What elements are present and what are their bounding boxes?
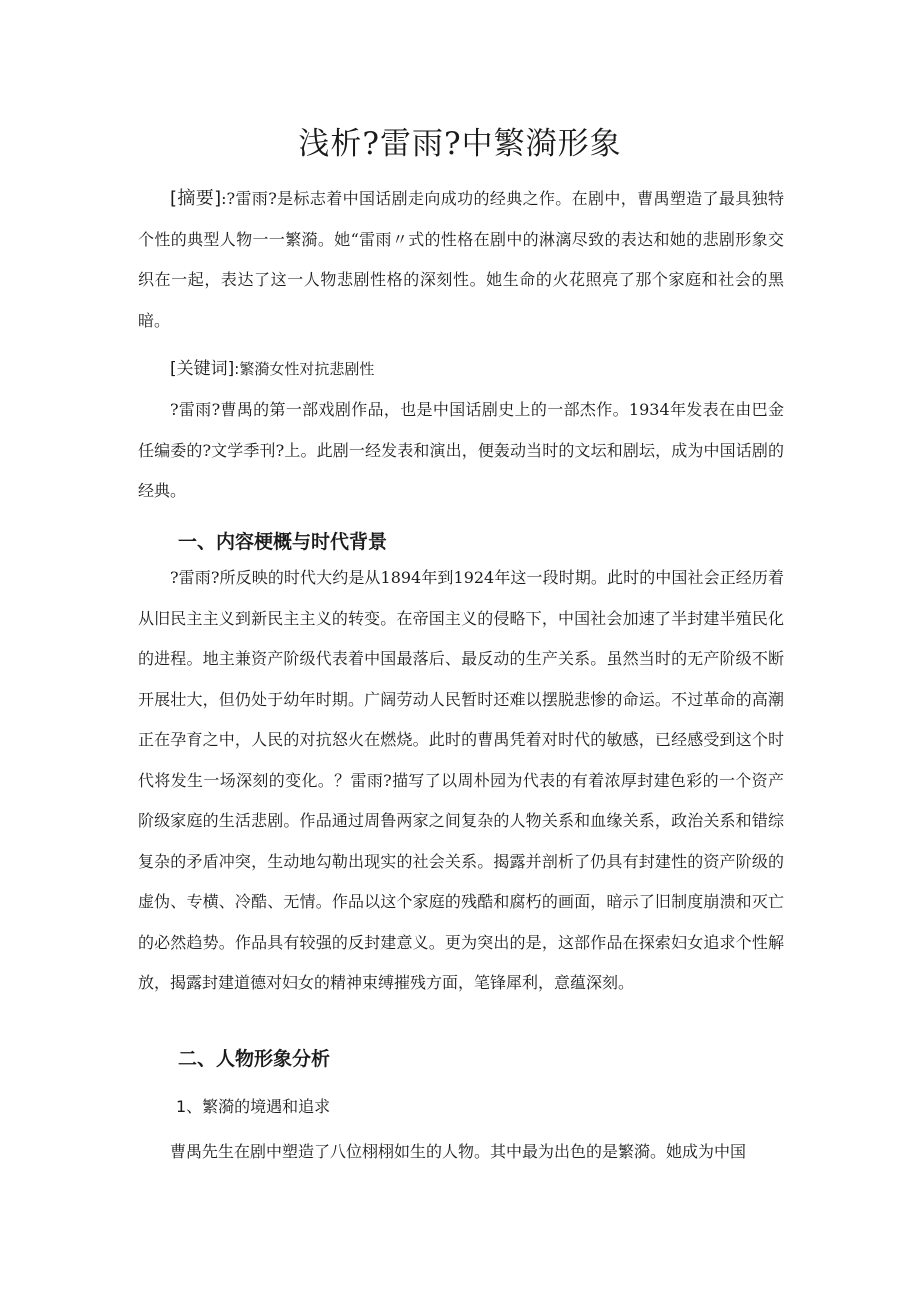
abstract-label: [摘要] [170,188,222,209]
abstract-text: :?雷雨?是标志着中国话剧走向成功的经典之作。在剧中，曹禺塑造了最具独特个性的典型人物一一繁漪。她“雷雨〃式的性格在剧中的淋漓尽致的表达和她的悲剧形象交织在一起，表达了这一人物悲剧性格的深刻性。她生命的火花照亮了那个家庭和社会的黑暗。 [138,189,784,330]
subsection-heading: 1、繁漪的境遇和追求 [176,1097,331,1116]
abstract-paragraph [138,179,784,341]
keywords-line [138,349,784,390]
section-heading-1: 一、内容梗概与时代背景 [178,531,388,553]
keywords-text: :繁漪女性对抗悲剧性 [234,360,375,378]
section-1-paragraph: ?雷雨?所反映的时代大约是从1894年到1924年这一段时期。此时的中国社会正经历着从旧民主主义到新民主主义的转变。在帝国主义的侵略下，中国社会加速了半封建半殖民化的进程。地主兼资产阶级代表着中国最落后、最反动的生产关系。虽然当时的无产阶级不断开展壮大，但仍处于幼年时期。广阔劳动人民暂时还难以摆脱悲惨的命运。不过革命的高潮正在孕育之中，人民的对抗怒火在燃烧。此时的曹禺凭着对时代的敏感，已经感受到这个时代将发生一场深刻的变化。？雷雨?描写了以周朴园为代表的有着浓厚封建色彩的一个资产阶级家庭的生活悲剧。作品通过周鲁两家之间复杂的人物关系和血缘关系，政治关系和错综复杂的矛盾冲突，生动地勾勒出现实的社会关系。揭露并剖析了仍具有封建性的资产阶级的虚伪、专横、冷酷、无情。作品以这个家庭的残酷和腐朽的画面，暗示了旧制度崩溃和灭亡的必然趋势。作品具有较强的反封建意义。更为突出的是，这部作品在探索妇女追求个性解放，揭露封建道德对妇女的精神束缚摧残方面，笔锋犀利，意蕴深刻。 [138,568,784,992]
section-heading-2: 二、人物形象分析 [178,1048,331,1070]
intro-paragraph: ?雷雨?曹禺的第一部戏剧作品，也是中国话剧史上的一部杰作。1934年发表在由巴金任编委的?文学季刊?上。此剧一经发表和演出，便轰动当时的文坛和剧坛，成为中国话剧的经典。 [138,400,784,500]
document-title: 浅析?雷雨?中繁漪形象 [298,126,622,162]
keywords-label: [关键词] [170,359,235,379]
section-2-paragraph: 曹禺先生在剧中塑造了八位栩栩如生的人物。其中最为出色的是繁漪。她成为中国 [170,1142,747,1161]
